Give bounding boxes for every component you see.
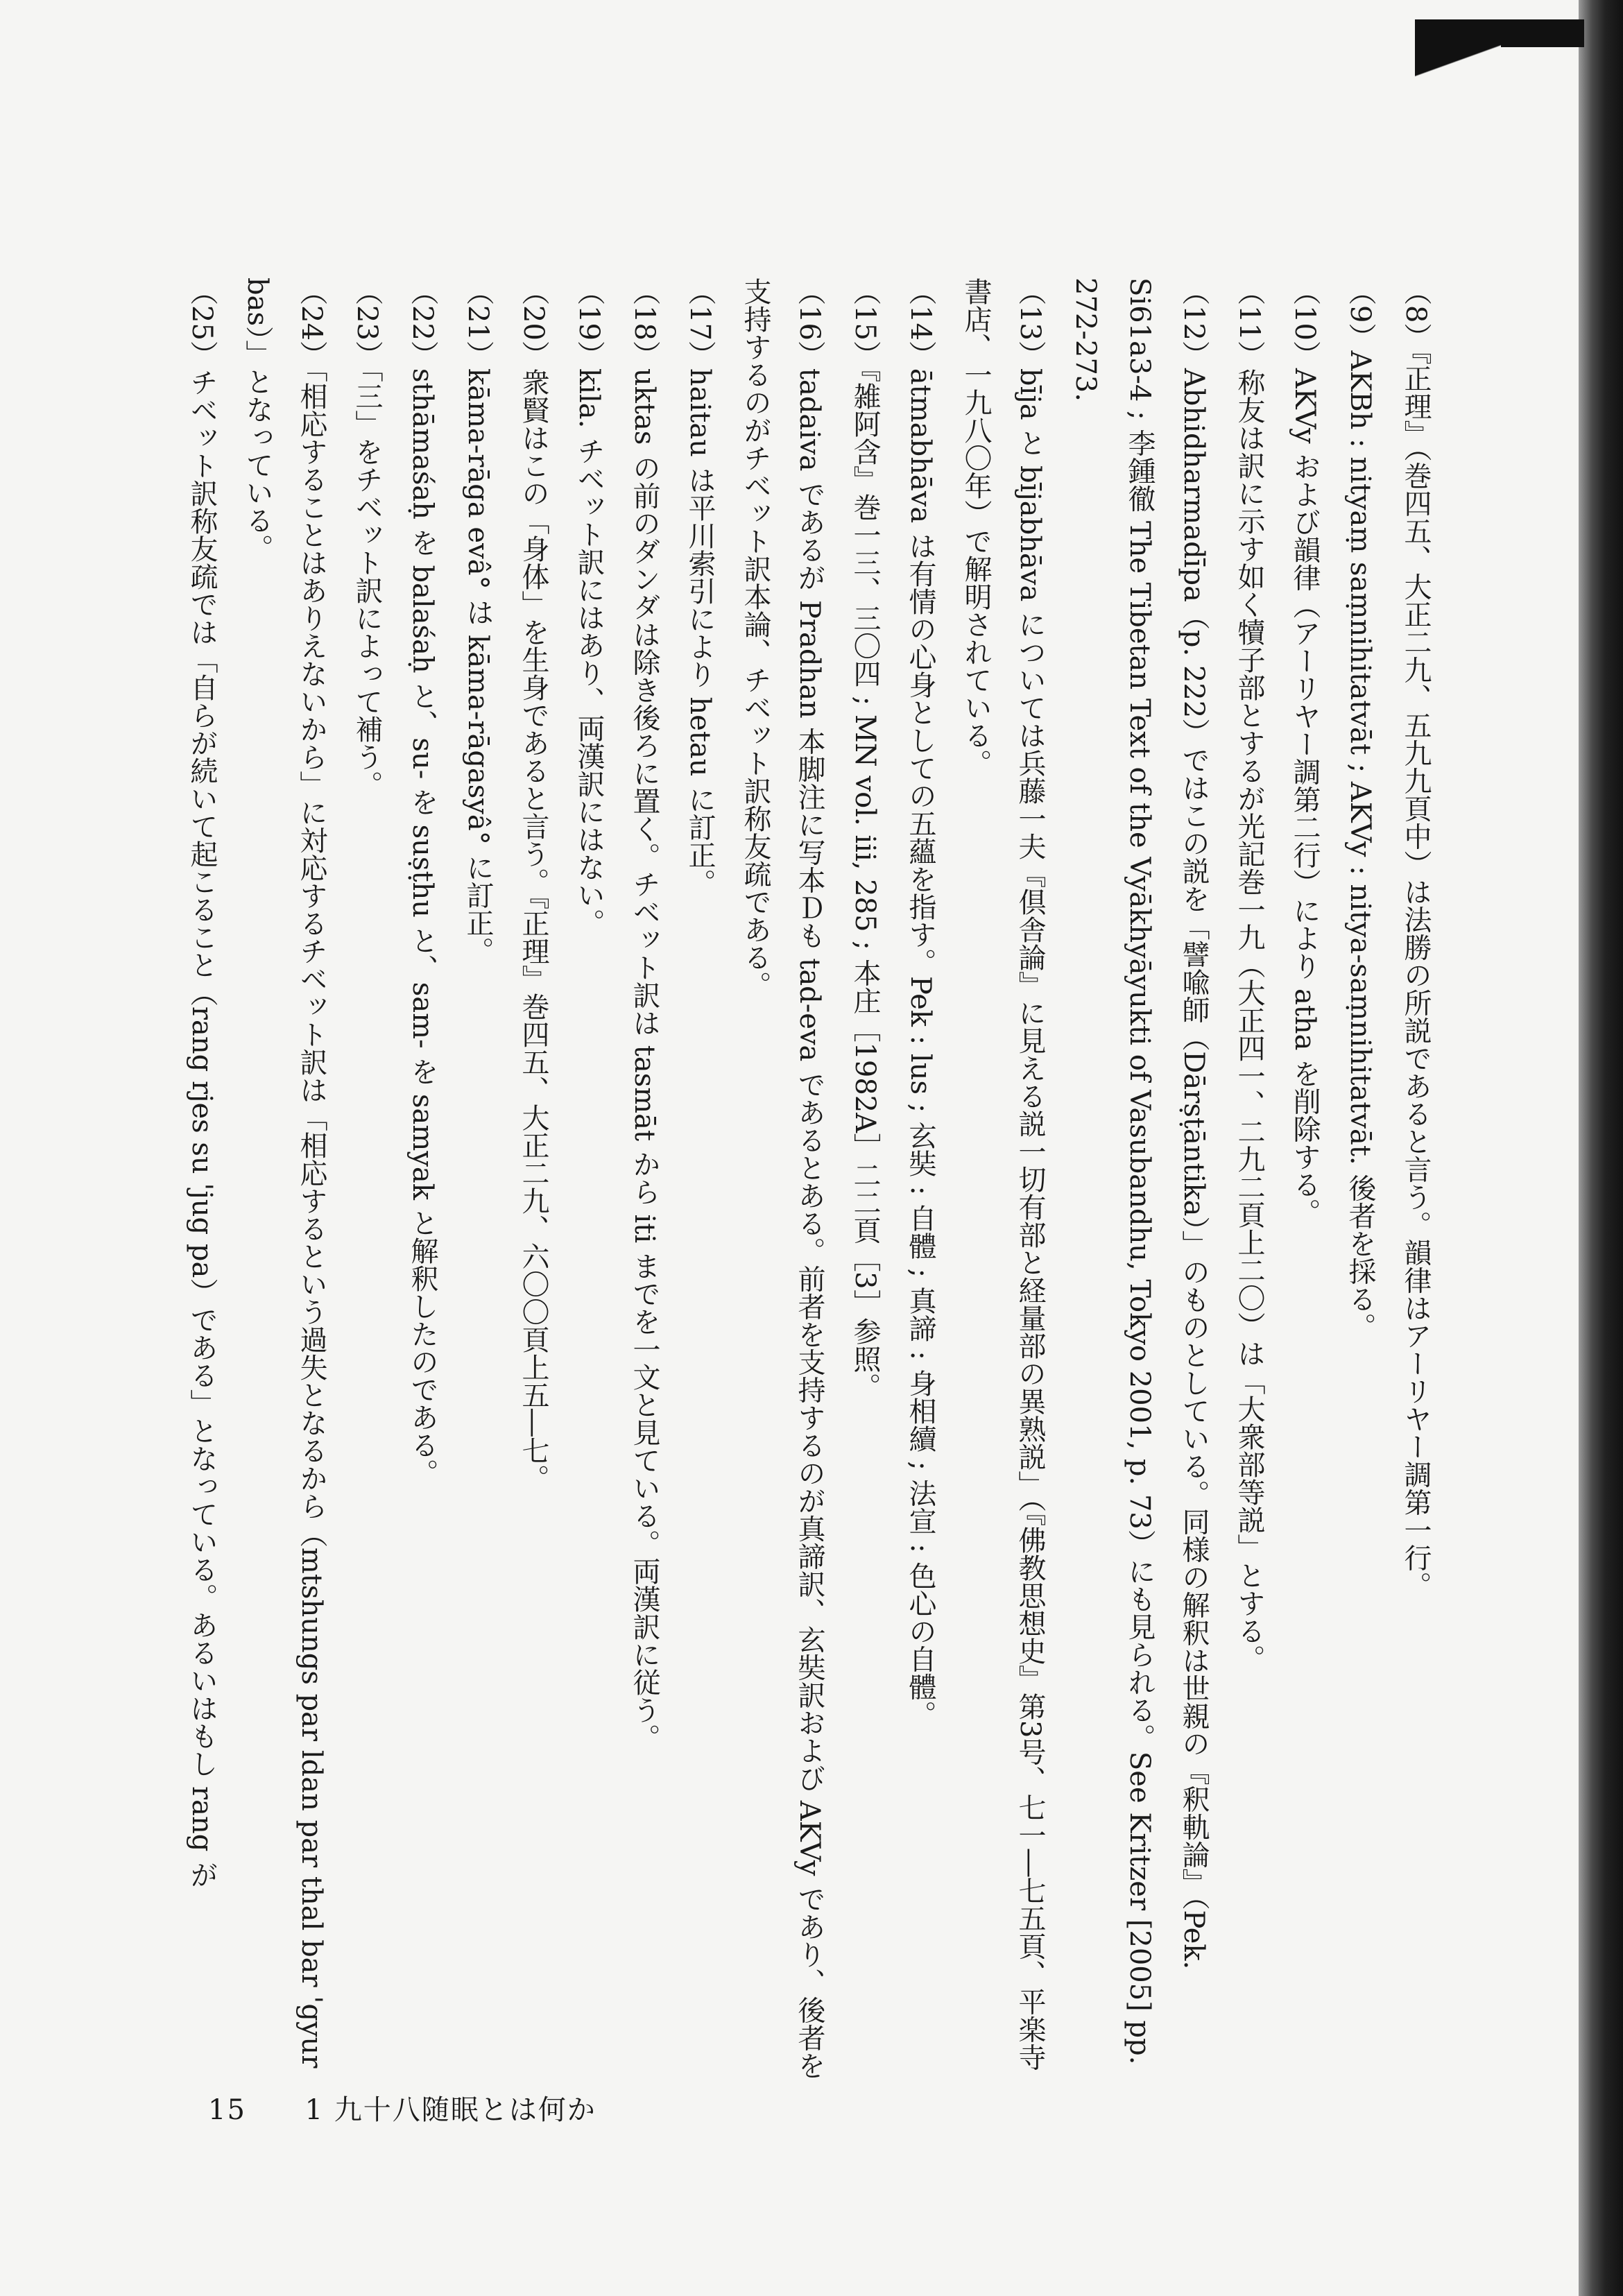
note-9: （9）AKBh : nityaṃ saṃnihitatvāt ; AKVy : nitya-saṃnihitatvāt. 後者を採る。 [1344, 277, 1376, 1341]
note-8: （8）『正理』（巻四五、大正二九、五九九頁中）は法勝の所説であると言う。韻律はアーリヤー調第一行。 [1400, 277, 1432, 1600]
page-number: 15 [208, 2094, 246, 2126]
page-binding-edge [1579, 0, 1623, 2296]
page-footer [208, 2088, 596, 2127]
note-25: （25）チベット訳称友疏では「自らが続いて起こること（rang rjes su 'jug pa）である」となっている。あるいはもし rang が [186, 277, 218, 1889]
note-13: （13）bīja と bījabhāva については兵藤一夫『倶舎論』に見える説一切有部と経量部の異熟説」（『佛教思想史』第3号、七一―七五頁、平楽寺書店、一九八〇年）で解明されている。 [960, 277, 1046, 2071]
note-23: （23）「三」をチベット訳によって補う。 [351, 277, 383, 798]
note-14: （14）ātmabhāva は有情の心身としての五蘊を指す。Pek : lus ; 玄奘 : 自體 ; 真諦 : 身相續 ; 法宣 : 色心の自體。 [904, 277, 936, 1729]
note-17: （17）haitau は平川索引により hetau に訂正。 [684, 277, 716, 897]
note-18: （18）uktas の前のダンダは除き後ろに置く。チベット訳は tasmāt から iti までを一文と見ている。両漢訳に従う。 [628, 277, 660, 1751]
note-19: （19）kila. チベット訳にはあり、両漢訳にはない。 [573, 277, 605, 937]
note-12: （12）Abhidharmadīpa（p. 222）ではこの説を「譬喩師（Dārṣṭāntika）」のものとしている。同様の解釈は世親の『釈軌論』（Pek. Si61a3-4 ; 李鍾徹 The Tibetan Text of the Vyākhyāyukti of Vasubandhu, Tokyo 2001, p. 73）にも見られる。See Kritzer [2005] pp. 272-273. [1070, 277, 1210, 2065]
note-20: （20）衆賢はこの「身体」を生身であると言う。『正理』巻四五、大正二九、六〇〇頁上五―七。 [517, 277, 549, 1492]
note-22: （22）sthāmaśaḥ を balaśaḥ と、su- を suṣṭhu と、sam- を samyak と解釈したのである。 [406, 277, 438, 1487]
notes-column [186, 277, 1443, 2081]
note-24: （24）「相応することはありえないから」に対応するチベット訳は「相応するという過失となるから（mtshungs par ldan par thal bar 'gyur bas）」となっている。 [241, 277, 327, 2068]
note-15: （15）『雑阿含』巻一三、三〇四 ; MN vol. iii, 285 ; 本庄［1982A］二二頁［3］参照。 [849, 277, 881, 1400]
note-21: （21）kāma-rāga evâ° は kāma-rāgasyâ° に訂正。 [462, 277, 494, 965]
binding-shadow-top [1501, 19, 1584, 47]
note-10: （10）AKVy および韻律（アーリヤー調第二行）により atha を削除する。 [1289, 277, 1321, 1226]
note-11: （11）称友は訳に示す如く犢子部とするが光記巻一九（大正四一、二九二頁上二〇）は「大衆部等説」とする。 [1233, 277, 1265, 1672]
chapter-title: 1 九十八随眠とは何か [304, 2094, 596, 2126]
note-16: （16）tadaiva であるが Pradhan 本脚注に写本Ｄも tad-eva であるとある。前者を支持するのが真諦訳、玄奘訳および AKVy であり、後者を支持するのがチベット訳本論、チベット訳称友疏である。 [739, 277, 825, 2080]
